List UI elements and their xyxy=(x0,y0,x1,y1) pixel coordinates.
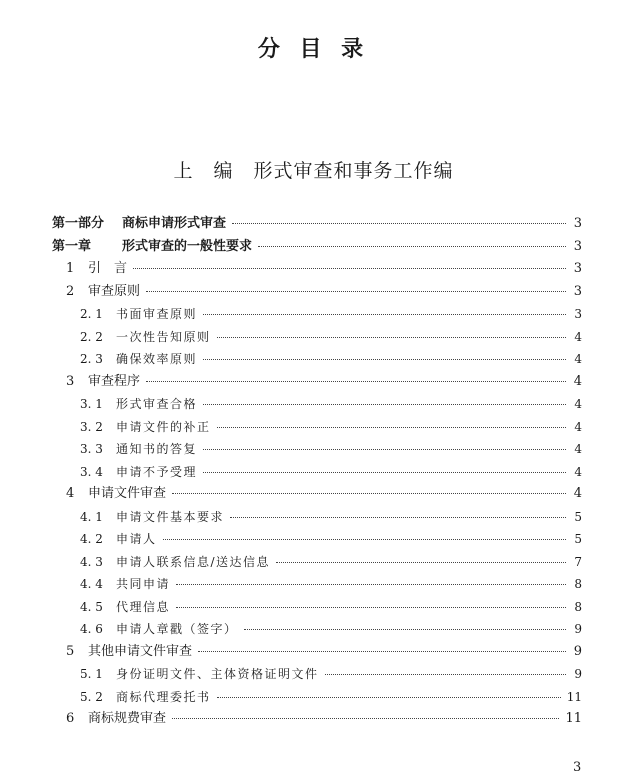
toc-entry-number: 3. 2 xyxy=(80,419,103,434)
toc-entry-page: 9 xyxy=(574,622,582,636)
toc-entry xyxy=(52,258,582,281)
toc-entry-number: 4. 6 xyxy=(80,622,103,636)
toc-entry-number: 4. 3 xyxy=(80,554,103,569)
toc-entry xyxy=(52,416,582,439)
toc-entry-title: 一次性告知原则 xyxy=(116,329,211,344)
toc-entry-number: 4. 5 xyxy=(80,599,103,614)
toc-entry-number: 3. 1 xyxy=(80,397,103,411)
toc-entry-page: 4 xyxy=(574,329,582,344)
toc-entry xyxy=(52,461,582,484)
toc-entry-title: 申请人 xyxy=(116,532,157,546)
toc-entry-title: 商标代理委托书 xyxy=(116,689,211,704)
toc-dot-leader xyxy=(146,291,566,292)
part-title: 上 编 形式审查和事务工作编 xyxy=(173,160,454,182)
toc-entry-title: 申请不予受理 xyxy=(116,464,198,479)
toc-entry-number: 4. 2 xyxy=(80,532,103,546)
toc-entry-number: 4 xyxy=(66,486,75,501)
toc-entry xyxy=(52,483,582,506)
table-of-contents xyxy=(52,213,582,731)
toc-entry-page: 4 xyxy=(574,352,582,366)
toc-entry-title: 审查程序 xyxy=(88,373,141,389)
toc-entry-number: 5. 2 xyxy=(80,689,103,704)
toc-entry-title: 形式审查合格 xyxy=(116,397,198,411)
toc-entry-page: 8 xyxy=(574,577,582,591)
toc-entry-title: 其他申请文件审查 xyxy=(88,643,193,659)
toc-dot-leader xyxy=(133,268,566,269)
toc-entry xyxy=(52,393,582,416)
toc-dot-leader xyxy=(172,718,559,719)
toc-entry xyxy=(52,528,582,551)
toc-entry xyxy=(52,573,582,596)
toc-entry-number: 6 xyxy=(66,711,75,726)
toc-dot-leader xyxy=(172,493,566,494)
toc-dot-leader xyxy=(203,404,566,405)
toc-dot-leader xyxy=(163,539,566,540)
toc-entry-number: 2 xyxy=(66,283,75,299)
toc-entry-page: 3 xyxy=(573,216,582,231)
toc-entry-number: 5. 1 xyxy=(80,667,103,681)
toc-entry-page: 4 xyxy=(574,464,582,479)
toc-entry-title: 代理信息 xyxy=(116,599,171,614)
toc-entry xyxy=(52,596,582,619)
toc-entry-page: 11 xyxy=(566,689,582,704)
toc-entry-page: 3 xyxy=(573,261,582,276)
toc-entry-title: 通知书的答复 xyxy=(116,442,198,456)
toc-dot-leader xyxy=(232,223,566,224)
toc-dot-leader xyxy=(217,697,561,698)
toc-dot-leader xyxy=(146,381,566,382)
toc-entry xyxy=(52,641,582,664)
toc-entry-page: 4 xyxy=(574,397,582,411)
toc-entry-number: 1 xyxy=(66,261,75,276)
toc-entry-page: 3 xyxy=(573,283,582,299)
toc-entry xyxy=(52,213,582,236)
toc-dot-leader xyxy=(217,337,566,338)
toc-dot-leader xyxy=(325,674,566,675)
toc-entry xyxy=(52,281,582,304)
toc-dot-leader xyxy=(203,449,566,450)
toc-entry-page: 5 xyxy=(574,532,582,546)
toc-entry xyxy=(52,663,582,686)
toc-entry-page: 4 xyxy=(573,373,582,389)
toc-dot-leader xyxy=(258,246,566,247)
toc-entry-title: 申请文件审查 xyxy=(88,486,167,501)
toc-entry xyxy=(52,371,582,394)
toc-entry-number: 2. 1 xyxy=(80,307,103,321)
toc-entry-title: 身份证明文件、主体资格证明文件 xyxy=(116,667,319,681)
toc-entry-page: 11 xyxy=(565,711,582,726)
page-number: 3 xyxy=(573,760,582,775)
toc-entry-title: 商标规费审查 xyxy=(88,711,167,726)
toc-entry-title: 确保效率原则 xyxy=(116,352,198,366)
toc-entry-title: 引 言 xyxy=(88,261,128,276)
toc-entry-title: 申请人章戳（签字） xyxy=(116,622,238,636)
toc-entry xyxy=(52,551,582,574)
toc-entry-title: 审查原则 xyxy=(88,283,141,299)
toc-dot-leader xyxy=(244,629,566,630)
toc-entry-page: 4 xyxy=(573,486,582,501)
toc-entry-page: 4 xyxy=(574,442,582,456)
toc-entry-page: 3 xyxy=(574,307,582,321)
toc-entry-number: 2. 2 xyxy=(80,329,103,344)
toc-entry xyxy=(52,348,582,371)
toc-entry xyxy=(52,686,582,709)
toc-dot-leader xyxy=(217,427,566,428)
toc-entry xyxy=(52,438,582,461)
toc-entry-number: 2. 3 xyxy=(80,352,103,366)
toc-entry-number: 3. 3 xyxy=(80,442,103,456)
toc-dot-leader xyxy=(230,517,566,518)
toc-dot-leader xyxy=(203,472,566,473)
toc-dot-leader xyxy=(176,584,566,585)
toc-dot-leader xyxy=(198,651,566,652)
toc-entry-title: 形式审查的一般性要求 xyxy=(122,238,253,254)
toc-entry-number: 4. 1 xyxy=(80,509,103,524)
toc-entry-title: 申请人联系信息/送达信息 xyxy=(116,554,271,569)
toc-entry-number: 5 xyxy=(66,643,75,659)
toc-entry-number: 第一部分 xyxy=(52,216,105,231)
toc-entry xyxy=(52,618,582,641)
toc-entry-page: 7 xyxy=(574,554,582,569)
toc-entry-number: 第一章 xyxy=(52,238,92,254)
toc-entry xyxy=(52,708,582,731)
toc-dot-leader xyxy=(176,607,566,608)
toc-entry-title: 书面审查原则 xyxy=(116,307,198,321)
toc-entry-title: 申请文件的补正 xyxy=(116,419,211,434)
toc-entry-number: 3. 4 xyxy=(80,464,103,479)
toc-entry xyxy=(52,506,582,529)
toc-entry-title: 商标申请形式审查 xyxy=(122,216,227,231)
toc-entry-title: 申请文件基本要求 xyxy=(116,509,225,524)
toc-entry-page: 5 xyxy=(574,509,582,524)
toc-entry-number: 4. 4 xyxy=(80,577,103,591)
toc-entry xyxy=(52,303,582,326)
toc-dot-leader xyxy=(203,359,566,360)
toc-entry-number: 3 xyxy=(66,373,75,389)
toc-dot-leader xyxy=(203,314,566,315)
toc-entry-title: 共同申请 xyxy=(116,577,171,591)
toc-entry-page: 9 xyxy=(573,643,582,659)
toc-entry xyxy=(52,326,582,349)
toc-dot-leader xyxy=(276,562,566,563)
toc-entry-page: 8 xyxy=(574,599,582,614)
toc-entry-page: 4 xyxy=(574,419,582,434)
toc-entry-page: 3 xyxy=(573,238,582,254)
toc-entry-page: 9 xyxy=(574,667,582,681)
page-title: 分 目 录 xyxy=(257,36,370,62)
toc-entry xyxy=(52,236,582,259)
